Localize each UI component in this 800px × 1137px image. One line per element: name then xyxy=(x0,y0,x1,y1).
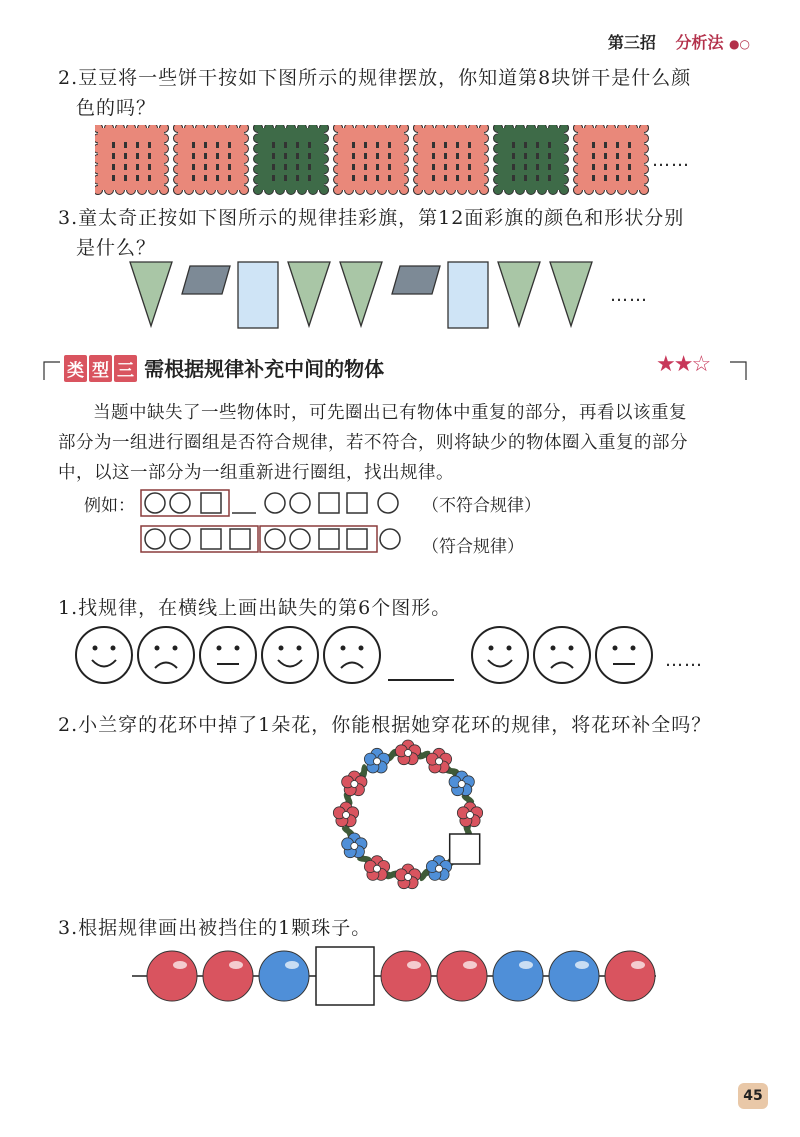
face-row xyxy=(74,620,674,690)
bead-blue xyxy=(549,951,599,1001)
bead-blue xyxy=(259,951,309,1001)
flag-rectangle-blue xyxy=(448,262,488,328)
flag-triangle-green xyxy=(550,262,592,326)
face-sad xyxy=(138,627,194,683)
bead-red xyxy=(203,951,253,1001)
question-text-line: 2.豆豆将一些饼干按如下图所示的规律摆放，你知道第8块饼干是什么颜 xyxy=(58,67,692,89)
flag-parallelogram-gray xyxy=(182,266,230,294)
flower-red xyxy=(457,802,482,827)
ellipsis: …… xyxy=(610,285,648,306)
intro-line: 当题中缺失了一些物体时，可先圈出已有物体中重复的部分，再看以该重复 xyxy=(93,403,687,423)
flag-triangle-green xyxy=(130,262,172,326)
flower-blue xyxy=(342,833,367,858)
chapter-label: 分析法 xyxy=(675,33,724,52)
bead-red xyxy=(437,951,487,1001)
face-neutral xyxy=(200,627,256,683)
flower-blue xyxy=(426,856,451,881)
flower-blue xyxy=(364,748,389,773)
face-smile xyxy=(262,627,318,683)
flag-triangle-green xyxy=(498,262,540,326)
cookie-pink xyxy=(574,125,649,195)
bead-string xyxy=(130,945,660,1010)
question-2 xyxy=(58,63,758,123)
example-diagram xyxy=(138,488,413,554)
section-header xyxy=(40,350,750,382)
bead-red xyxy=(381,951,431,1001)
missing-flower-box xyxy=(450,834,480,864)
problem-3-text: 3.根据规律画出被挡住的1颗珠子。 xyxy=(58,917,372,939)
example-note-good: （符合规律） xyxy=(422,537,524,557)
question-text-line: 色的吗？ xyxy=(76,97,157,119)
flower-wreath xyxy=(320,735,500,905)
question-text-line: 3.童太奇正按如下图所示的规律挂彩旗，第12面彩旗的颜色和形状分别 xyxy=(58,207,685,229)
cookie-row xyxy=(95,125,655,195)
page-header xyxy=(608,30,750,53)
flower-red xyxy=(395,864,420,889)
badge-char: 类 xyxy=(64,355,87,382)
flower-red xyxy=(395,740,420,765)
problem-1-text: 1.找规律，在横线上画出缺失的第6个图形。 xyxy=(58,597,452,619)
star-outline-icon: ☆ xyxy=(691,352,710,377)
cookie-pink xyxy=(174,125,249,195)
section-badge xyxy=(64,353,384,382)
flag-rectangle-blue xyxy=(238,262,278,328)
flag-row xyxy=(128,258,608,333)
bead-blue xyxy=(493,951,543,1001)
header-dot-icon: ●○ xyxy=(729,37,750,51)
intro-paragraph xyxy=(58,398,758,488)
page-number: 45 xyxy=(738,1083,768,1109)
face-smile xyxy=(76,627,132,683)
face-sad xyxy=(534,627,590,683)
face-neutral xyxy=(596,627,652,683)
badge-char: 三 xyxy=(114,355,137,382)
bead-red xyxy=(147,951,197,1001)
question-text-line: 是什么？ xyxy=(76,237,157,259)
cookie-green xyxy=(254,125,329,195)
flag-triangle-green xyxy=(288,262,330,326)
face-sad xyxy=(324,627,380,683)
cookie-pink xyxy=(334,125,409,195)
cookie-pink xyxy=(95,125,169,195)
problem-2-text: 2.小兰穿的花环中掉了1朵花，你能根据她穿花环的规律，将花环补全吗？ xyxy=(58,714,712,736)
example-label: 例如： xyxy=(84,496,135,516)
flower-red xyxy=(333,802,358,827)
flag-parallelogram-gray xyxy=(392,266,440,294)
cookie-pink xyxy=(414,125,489,195)
example-note-bad: （不符合规律） xyxy=(422,496,541,516)
star-filled-icon: ★ xyxy=(673,352,692,377)
difficulty-stars xyxy=(656,352,709,377)
flag-triangle-green xyxy=(340,262,382,326)
face-smile xyxy=(472,627,528,683)
section-label: 第三招 xyxy=(607,33,656,52)
bead-red xyxy=(605,951,655,1001)
intro-line: 部分为一组进行圈组是否符合规律，若不符合，则将缺少的物体圈入重复的部分 xyxy=(58,433,688,453)
section-title: 需根据规律补充中间的物体 xyxy=(144,357,385,381)
ellipsis: …… xyxy=(665,650,703,671)
ellipsis: …… xyxy=(652,150,690,171)
badge-char: 型 xyxy=(89,355,112,382)
hidden-bead-box xyxy=(316,947,374,1005)
star-filled-icon: ★ xyxy=(656,352,674,377)
cookie-green xyxy=(494,125,569,195)
question-3 xyxy=(58,203,758,263)
intro-line: 中，以这一部分为一组重新进行圈组，找出规律。 xyxy=(58,463,454,483)
